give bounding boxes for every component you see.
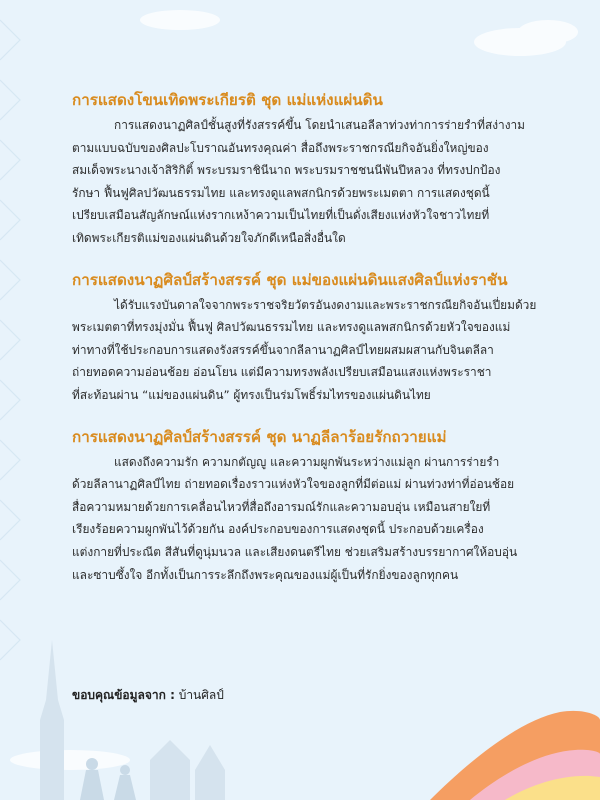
credit-line [72, 686, 224, 705]
body-line: สมเด็จพระนางเจ้าสิริกิติ์ พระบรมราชินีนาถ พระบรมราชชนนีพันปีหลวง ที่ทรงปกป้อง [72, 163, 501, 178]
section-title: การแสดงโขนเทิดพระเกียรติ ชุด แม่แห่งแผ่นดิน [72, 91, 383, 109]
body-line: เปรียบเสมือนสัญลักษณ์แห่งรากเหง้าความเป็นไทยที่เป็นดั่งเสียงแห่งหัวใจชาวไทยที่ [72, 208, 490, 223]
section-creative-dance-love-for-mother [72, 425, 572, 587]
body-line: แต่งกายที่ประณีต สีสันที่ดูนุ่มนวล และเสียงดนตรีไทย ช่วยเสริมสร้างบรรยากาศให้อบอุ่น [72, 544, 518, 559]
body-line: เทิดพระเกียรติแม่ของแผ่นดินด้วยใจภักดีเหนือสิ่งอื่นใด [72, 230, 346, 245]
section-creative-dance-mother-of-land [72, 268, 572, 407]
body-line: การแสดงนาฏศิลป์ชั้นสูงที่รังสรรค์ขึ้น โดยนำเสนอลีลาท่วงท่าการร่ายรำที่สง่างาม [114, 118, 526, 132]
section-body [72, 451, 572, 587]
credit-label: ขอบคุณข้อมูลจาก : [72, 688, 175, 702]
body-line: ด้วยลีลานาฏศิลป์ไทย ถ่ายทอดเรื่องราวแห่งหัวใจของลูกที่มีต่อแม่ ผ่านท่วงท่าที่อ่อนช้อย [72, 477, 515, 492]
body-line: และซาบซึ้งใจ อีกทั้งเป็นการระลึกถึงพระคุณของแม่ผู้เป็นที่รักยิ่งของลูกทุกคน [72, 567, 459, 582]
body-line: ที่สะท้อนผ่าน “แม่ของแผ่นดิน” ผู้ทรงเป็นร่มโพธิ์ร่มไทรของแผ่นดินไทย [72, 387, 431, 402]
body-line: พระเมตตาที่ทรงมุ่งมั่น ฟื้นฟู ศิลปวัฒนธรรมไทย และทรงดูแลพสกนิกรด้วยหัวใจของแม่ [72, 320, 511, 335]
body-line: ท่าทางที่ใช้ประกอบการแสดงรังสรรค์ขึ้นจากลีลานาฏศิลป์ไทยผสมผสานกับจินตลีลา [72, 342, 494, 357]
section-khon-performance [72, 88, 572, 250]
section-title: การแสดงนาฏศิลป์สร้างสรรค์ ชุด นาฏลีลาร้อยรักถวายแม่ [72, 427, 447, 446]
body-line: ตามแบบฉบับของศิลปะโบราณอันทรงคุณค่า สื่อถึงพระราชกรณียกิจอันยิ่งใหญ่ของ [72, 140, 489, 155]
section-body [72, 114, 572, 250]
body-line: เรียงร้อยความผูกพันไว้ด้วยกัน องค์ประกอบของการแสดงชุดนี้ ประกอบด้วยเครื่อง [72, 522, 484, 537]
left-pattern-decoration [0, 20, 20, 660]
body-line: ได้รับแรงบันดาลใจจากพระราชจริยวัตรอันงดงามและพระราชกรณียกิจอันเปี่ยมด้วย [114, 297, 537, 312]
body-line: รักษา ฟื้นฟูศิลปวัฒนธรรมไทย และทรงดูแลพสกนิกรด้วยพระเมตตา การแสดงชุดนี้ [72, 185, 490, 200]
section-title: การแสดงนาฏศิลป์สร้างสรรค์ ชุด แม่ของแผ่นดินแสงศิลป์แห่งราชัน [72, 270, 508, 289]
temple-silhouette [40, 640, 225, 800]
body-line: ถ่ายทอดความอ่อนช้อย อ่อนโยน แต่มีความทรงพลังเปรียบเสมือนแสงแห่งพระราชา [72, 365, 492, 380]
body-line: แสดงถึงความรัก ความกตัญญู และความผูกพันระหว่างแม่ลูก ผ่านการร่ายรำ [114, 454, 500, 469]
body-line: สื่อความหมายด้วยการเคลื่อนไหวที่สื่อถึงอารมณ์รักและความอบอุ่น เหมือนสายใยที่ [72, 499, 491, 514]
article-content [72, 88, 572, 604]
section-body [72, 294, 572, 407]
credit-source: บ้านศิลป์ [178, 688, 224, 702]
